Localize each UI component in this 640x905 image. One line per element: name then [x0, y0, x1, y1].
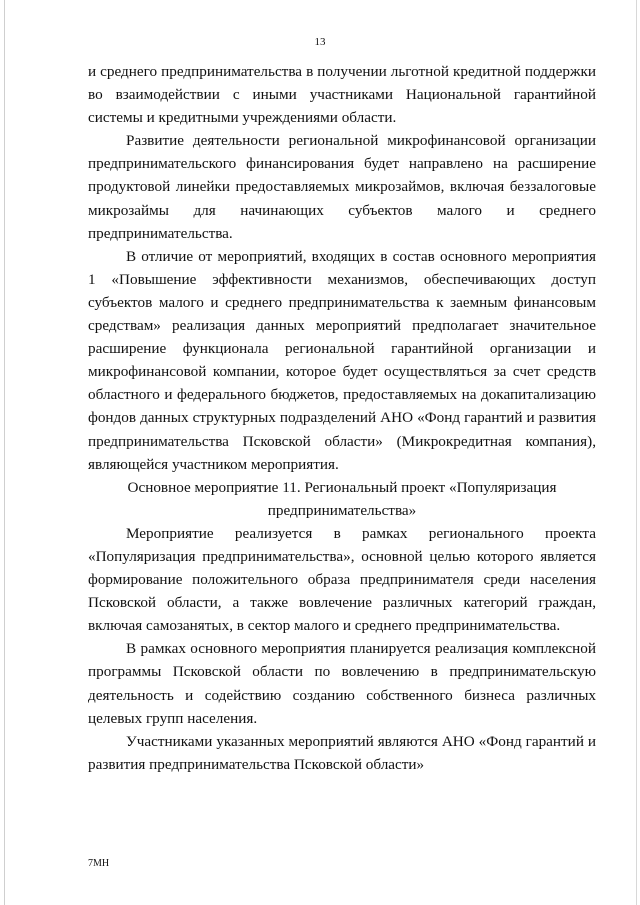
scan-edge-left	[4, 0, 5, 905]
paragraph-1-continuation: и среднего предпринимательства в получении льготной кредитной поддержки во взаимодействии с иными участниками Национальной гарантийной системы и кредитными учреждениями области.	[88, 63, 596, 127]
paragraph-participants: Участниками указанных мероприятий являются АНО «Фонд гарантий и развития предпринимательства Псковской области»	[88, 732, 596, 773]
body-text	[88, 60, 596, 776]
footer-code: 7МН	[88, 858, 110, 869]
paragraph-microfinance: Развитие деятельности региональной микрофинансовой организации предпринимательского финансирования будет направлено на расширение продуктовой линейки предоставляемых микрозаймов, включая беззалоговые микрозаймы для начинающих субъектов малого и среднего предпринимательства.	[88, 132, 596, 242]
paragraph-program: В рамках основного мероприятия планируется реализация комплексной программы Псковской области по вовлечению в предпринимательскую деятельность и содействию созданию собственного бизнеса различных целевых групп населения.	[88, 640, 596, 727]
page-number: 13	[314, 36, 326, 48]
paragraph-popularization: Мероприятие реализуется в рамках регионального проекта «Популяризация предпринимательства», основной целью которого является формирование положительного образа предпринимателя среди населения Псковской области, а также вовлечение различных категорий граждан, включая самозанятых, в сектор малого и среднего предпринимательства.	[88, 524, 596, 635]
paragraph-distinction: В отличие от мероприятий, входящих в состав основного мероприятия 1 «Повышение эффективности механизмов, обеспечивающих доступ субъектов малого и среднего предпринимательства к заемным финансовым средствам» реализация данных мероприятий предполагает значительное расширение функционала региональной гарантийной организации и микрофинансовой компании, которое будет осуществляться за счет средств областного и федерального бюджетов, предоставляемых на докапитализацию фондов данных структурных подразделений АНО «Фонд гарантий и развития предпринимательства Псковской области» (Микрокредитная компания), являющейся участником мероприятия.	[88, 247, 596, 473]
section-heading: Основное мероприятие 11. Региональный проект «Популяризация предпринимательства»	[127, 478, 557, 519]
scan-edge-right	[636, 0, 637, 905]
